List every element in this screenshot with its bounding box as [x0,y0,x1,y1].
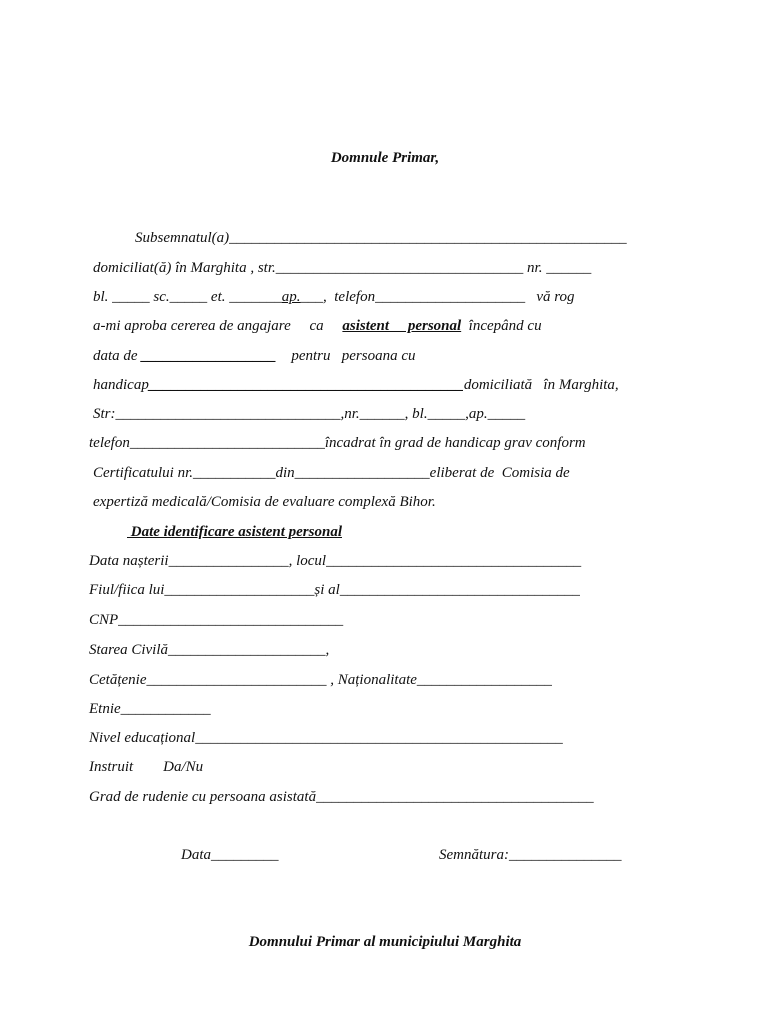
phone-field: ___, telefon____________________ vă rog [300,289,575,305]
request-line-9: Certificatului nr.___________din__________________eliberat de Comisia de [93,465,570,481]
request-line-10: expertiză medicală/Comisia de evaluare complexă Bihor. [93,494,436,510]
field-citizenship: Cetățenie________________________ , Naționalitate__________________ [89,672,552,688]
field-trained: Instruit Da/Nu [89,759,204,775]
handicap-blank: __________________________________________ [148,377,464,393]
field-ethnicity: Etnie____________ [89,701,211,717]
field-cnp: CNP______________________________ [89,612,344,628]
request-line-7: Str:______________________________,nr.______, bl._____,ap._____ [93,406,526,422]
field-education: Nivel educațional_________________________________________________ [89,730,563,746]
request-line-1: Subsemnatul(a)_____________________________________________________ [135,230,627,246]
field-parents: Fiul/fiica lui____________________și al________________________________ [89,582,580,598]
date-blank: __________________ [141,348,277,364]
field-kinship: Grad de rudenie cu persoana asistată_____________________________________ [89,789,594,805]
field-civil-status: Starea Civilă_____________________, [89,642,330,658]
floor-field: bl. _____ sc._____ et. _______ [93,289,282,305]
start-text: începând cu [461,318,542,334]
request-line-3 [93,288,575,306]
request-line-6 [93,376,619,394]
signature-field: Semnătura:_______________ [439,847,622,863]
field-birth: Data nașterii________________, locul__________________________________ [89,553,582,569]
request-line-8: telefon__________________________încadrat în grad de handicap grav conform [89,435,586,451]
footer-addressee: Domnului Primar al municipiului Marghita [248,934,522,950]
person-text: pentru persoana cu [276,348,416,364]
apartment-label: ap. [281,289,301,305]
request-line-4 [93,317,542,335]
date-label: data de [93,348,142,364]
request-line-5 [93,347,415,365]
request-text: a-mi aproba cererea de angajare ca [93,318,343,334]
residence-text: domiciliată în Marghita, [463,377,619,393]
page-heading: Domnule Primar, [330,150,440,166]
section-title: Date identificare asistent personal [127,524,342,540]
position-label: asistent personal [342,318,462,334]
signature-date: Data_________ [181,847,279,863]
handicap-label: handicap [93,377,149,393]
request-line-2: domiciliat(ă) în Marghita , str._________________________________ nr. ______ [93,260,592,276]
